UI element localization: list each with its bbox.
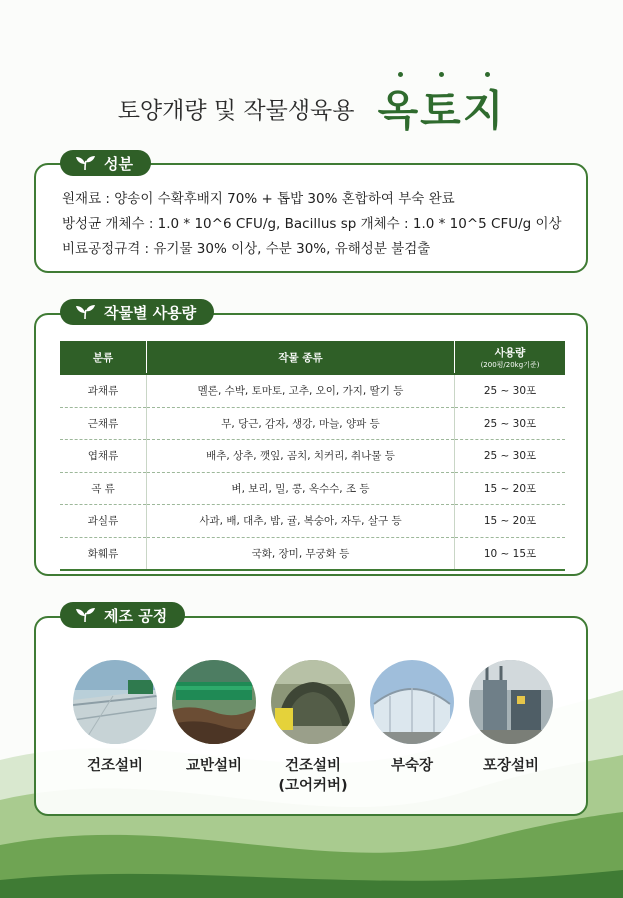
row-crops: 국화, 장미, 무궁화 등 bbox=[147, 537, 455, 570]
table-row bbox=[60, 505, 565, 538]
title-subtitle: 토양개량 및 작물생육용 bbox=[117, 97, 355, 124]
fermentation-site-photo bbox=[370, 660, 454, 744]
process-caption: 건조설비 bbox=[86, 758, 144, 774]
process-caption: 부숙장 bbox=[390, 758, 434, 774]
process-box bbox=[34, 616, 588, 816]
mixing-facility-photo bbox=[172, 660, 256, 744]
row-amount: 25 ~ 30포 bbox=[455, 407, 566, 440]
process-caption: 건조설비 bbox=[284, 758, 342, 774]
process-item-packaging bbox=[466, 660, 556, 776]
process-section-label bbox=[60, 602, 185, 628]
page-title bbox=[0, 78, 623, 138]
row-amount: 25 ~ 30포 bbox=[455, 374, 566, 407]
usage-label: 작물별 사용량 bbox=[104, 303, 197, 322]
row-category: 곡 류 bbox=[60, 472, 147, 505]
process-caption: 포장설비 bbox=[482, 758, 540, 774]
row-amount: 10 ~ 15포 bbox=[455, 537, 566, 570]
row-crops: 무, 당근, 감자, 생강, 마늘, 양파 등 bbox=[147, 407, 455, 440]
ingredient-line-standard: 비료공정규격 : 유기물 30% 이상, 수분 30%, 유해성분 불검출 bbox=[62, 241, 431, 257]
ingredient-line-raw-material: 원재료 : 양송이 수확후배지 70% + 톱밥 30% 혼합하여 부숙 완료 bbox=[62, 191, 455, 207]
table-row bbox=[60, 537, 565, 570]
table-row bbox=[60, 440, 565, 473]
usage-box bbox=[34, 313, 588, 576]
column-header-category: 분류 bbox=[60, 341, 147, 374]
ingredients-section-label bbox=[60, 150, 151, 176]
process-item-drying-cover bbox=[268, 660, 358, 796]
row-category: 과채류 bbox=[60, 374, 147, 407]
process-caption: 교반설비 bbox=[185, 758, 243, 774]
ingredient-line-microbe-count: 방성균 개체수 : 1.0 * 10^6 CFU/g, Bacillus sp 개체수 : 1.0 * 10^5 CFU/g 이상 bbox=[62, 216, 562, 232]
row-crops: 배추, 상추, 깻잎, 곰치, 치커리, 취나물 등 bbox=[147, 440, 455, 473]
process-item-drying bbox=[70, 660, 160, 776]
amount-header-text: 사용량 bbox=[494, 346, 526, 359]
ingredients-label: 성분 bbox=[104, 154, 133, 173]
usage-table bbox=[60, 341, 565, 571]
row-category: 과실류 bbox=[60, 505, 147, 538]
process-item-mixing bbox=[169, 660, 259, 776]
process-item-fermentation bbox=[367, 660, 457, 776]
row-crops: 멜론, 수박, 토마토, 고추, 오이, 가지, 딸기 등 bbox=[147, 374, 455, 407]
ingredients-box bbox=[34, 163, 588, 273]
row-crops: 벼, 보리, 밀, 콩, 옥수수, 조 등 bbox=[147, 472, 455, 505]
process-label: 제조 공정 bbox=[104, 606, 168, 625]
brand-dots-decoration bbox=[378, 72, 506, 78]
drying-facility-photo bbox=[73, 660, 157, 744]
sprout-icon bbox=[74, 304, 96, 320]
table-row bbox=[60, 472, 565, 505]
column-header-amount bbox=[455, 341, 566, 374]
sprout-icon bbox=[74, 607, 96, 623]
row-category: 화훼류 bbox=[60, 537, 147, 570]
packaging-facility-photo bbox=[469, 660, 553, 744]
table-row bbox=[60, 407, 565, 440]
table-row bbox=[60, 374, 565, 407]
drying-cover-photo bbox=[271, 660, 355, 744]
row-category: 엽채류 bbox=[60, 440, 147, 473]
row-crops: 사과, 배, 대추, 밤, 귤, 복숭아, 자두, 살구 등 bbox=[147, 505, 455, 538]
column-header-crops: 작물 종류 bbox=[147, 341, 455, 374]
row-amount: 15 ~ 20포 bbox=[455, 472, 566, 505]
row-amount: 15 ~ 20포 bbox=[455, 505, 566, 538]
row-amount: 25 ~ 30포 bbox=[455, 440, 566, 473]
usage-section-label bbox=[60, 299, 214, 325]
row-category: 근채류 bbox=[60, 407, 147, 440]
brand-name bbox=[378, 86, 506, 135]
brand-text: 옥토지 bbox=[377, 86, 506, 135]
process-caption-sub: (고어커버) bbox=[278, 778, 348, 794]
amount-header-note: (200평/20kg기준) bbox=[480, 360, 540, 369]
sprout-icon bbox=[74, 155, 96, 171]
